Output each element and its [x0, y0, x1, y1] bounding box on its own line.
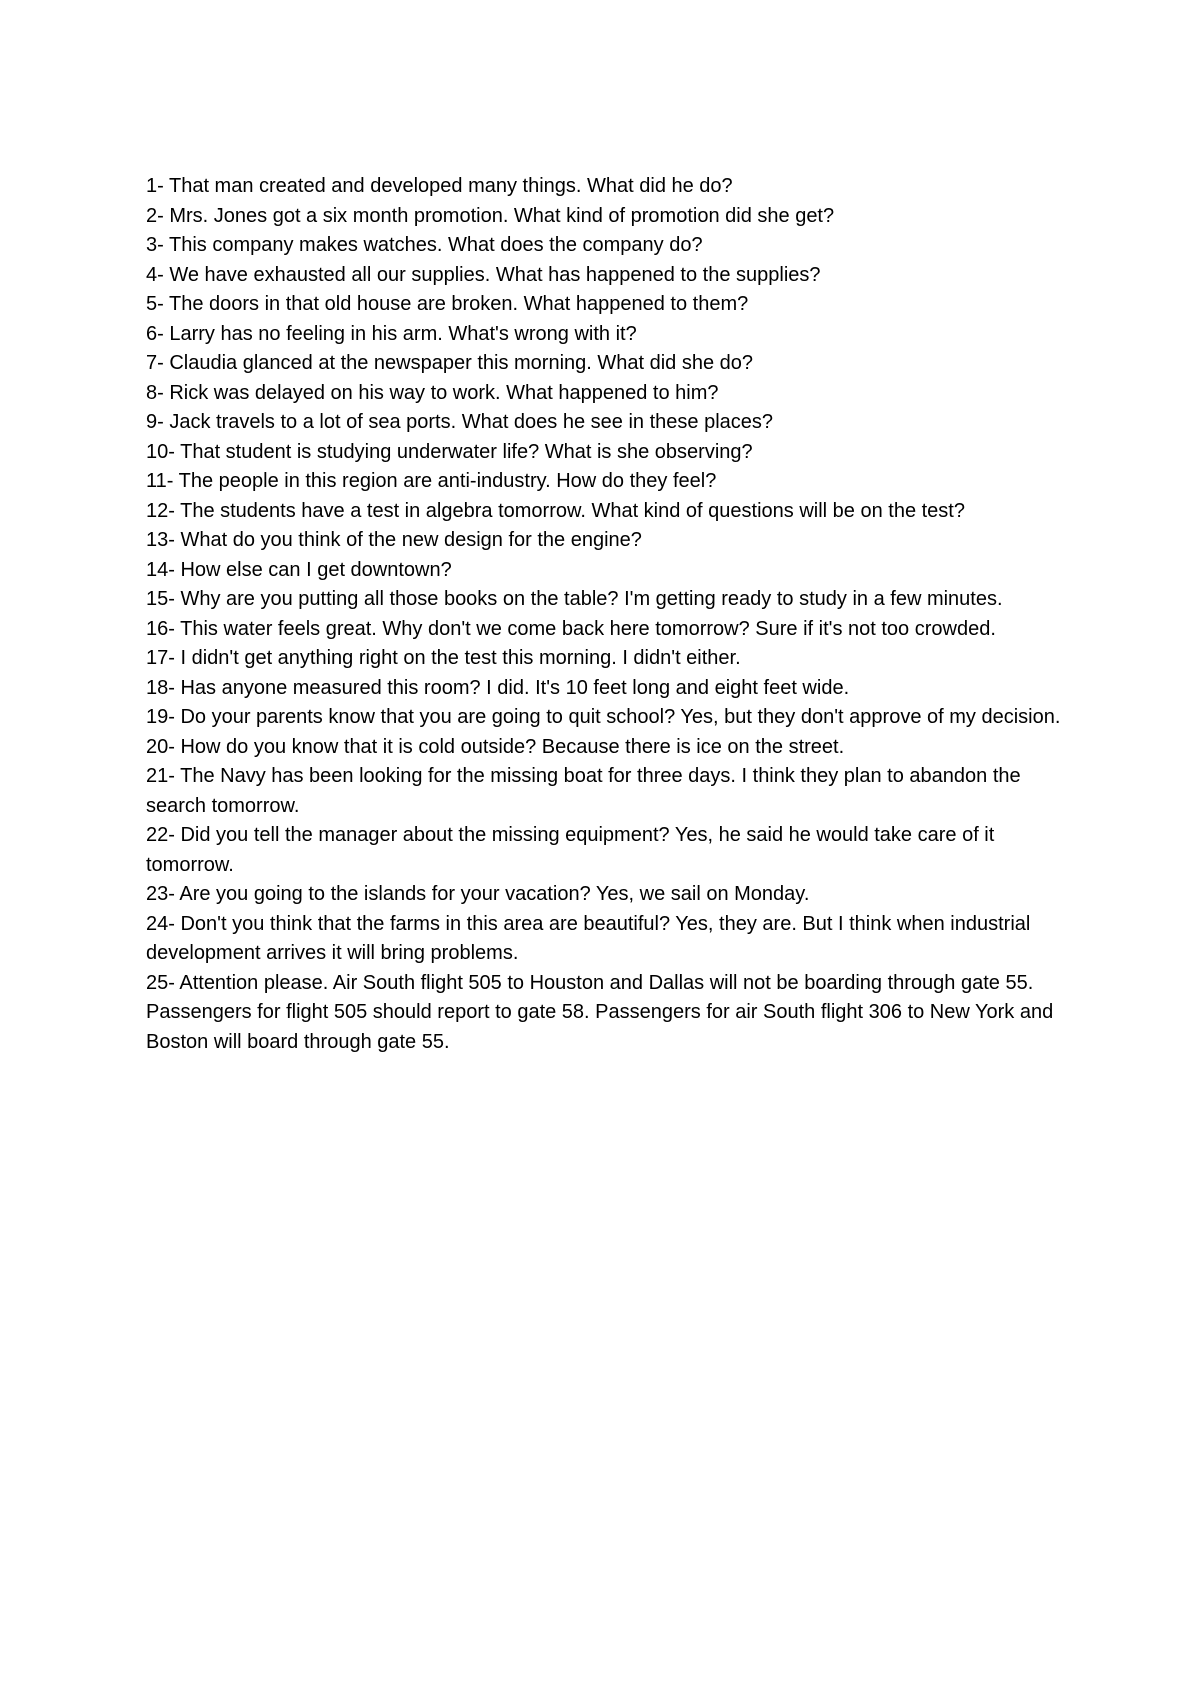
- list-item: 16- This water feels great. Why don't we come back here tomorrow? Sure if it's not too crowded.: [146, 617, 996, 640]
- list-item: 9- Jack travels to a lot of sea ports. What does he see in these places?: [146, 411, 774, 433]
- list-item: 23- Are you going to the islands for your vacation? Yes, we sail on Monday.: [146, 883, 810, 905]
- question-list: [146, 172, 1071, 1057]
- list-item: 18- Has anyone measured this room? I did. It's 10 feet long and eight feet wide.: [146, 676, 850, 699]
- list-item: 4- We have exhausted all our supplies. What has happened to the supplies?: [146, 263, 821, 286]
- list-item: 10- That student is studying underwater life? What is she observing?: [146, 440, 753, 463]
- list-item: 13- What do you think of the new design for the engine?: [146, 529, 642, 551]
- list-item: 20- How do you know that it is cold outside? Because there is ice on the street.: [146, 735, 845, 758]
- list-item: 1- That man created and developed many things. What did he do?: [146, 175, 733, 197]
- list-item: 6- Larry has no feeling in his arm. What's wrong with it?: [146, 322, 637, 345]
- list-item: 14- How else can I get downtown?: [146, 558, 452, 581]
- list-item: 2- Mrs. Jones got a six month promotion. What kind of promotion did she get?: [146, 204, 835, 227]
- list-item: 8- Rick was delayed on his way to work. What happened to him?: [146, 381, 719, 404]
- list-item: 7- Claudia glanced at the newspaper this morning. What did she do?: [146, 352, 754, 374]
- list-item: 25- Attention please. Air South flight 505 to Houston and Dallas will not be boarding through gate 55. Passengers for flight 505 should report to gate 58. Passengers for air South flight 306 to New York and Boston will board through gate 55.: [146, 971, 1054, 1053]
- list-item: 11- The people in this region are anti-industry. How do they feel?: [146, 470, 717, 492]
- list-item: 19- Do your parents know that you are going to quit school? Yes, but they don't approve of my decision.: [146, 706, 1061, 728]
- list-item: 12- The students have a test in algebra tomorrow. What kind of questions will be on the test?: [146, 499, 965, 522]
- list-item: 3- This company makes watches. What does the company do?: [146, 234, 703, 256]
- list-item: 17- I didn't get anything right on the test this morning. I didn't either.: [146, 647, 741, 669]
- list-item: 15- Why are you putting all those books on the table? I'm getting ready to study in a few minutes.: [146, 588, 1003, 610]
- list-item: 22- Did you tell the manager about the missing equipment? Yes, he said he would take care of it tomorrow.: [146, 824, 995, 876]
- list-item: 24- Don't you think that the farms in this area are beautiful? Yes, they are. But I think when industrial development arrives it will bring problems.: [146, 912, 1031, 964]
- list-item: 5- The doors in that old house are broken. What happened to them?: [146, 293, 749, 315]
- list-item: 21- The Navy has been looking for the missing boat for three days. I think they plan to abandon the search tomorrow.: [146, 765, 1021, 817]
